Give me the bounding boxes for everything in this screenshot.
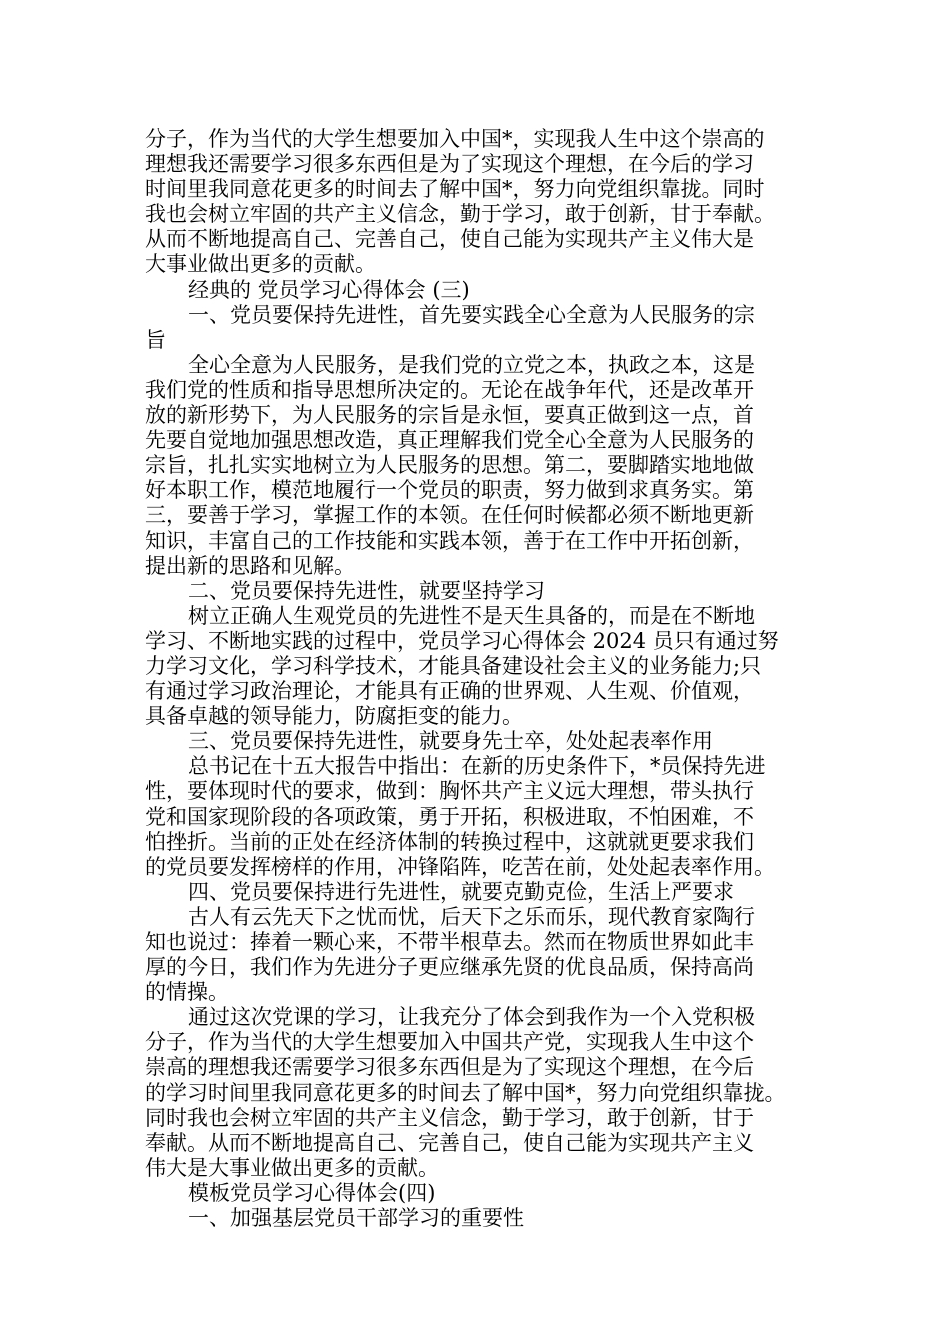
text-line: 知识，丰富自己的工作技能和实践本领，善于在工作中开拓创新， xyxy=(145,528,754,553)
text-line: 伟大是大事业做出更多的贡献。 xyxy=(145,1155,439,1180)
text-line: 古人有云先天下之忧而忧，后天下之乐而乐，现代教育家陶行 xyxy=(188,904,755,929)
text-line: 的学习时间里我同意花更多的时间去了解中国*，努力向党组织靠拢。 xyxy=(145,1080,786,1105)
text-line: 我们党的性质和指导思想所决定的。无论在战争年代，还是改革开 xyxy=(145,377,754,402)
text-line: 理想我还需要学习很多东西但是为了实现这个理想，在今后的学习 xyxy=(145,152,754,177)
text-line: 党和国家现阶段的各项政策，勇于开拓，积极进取，不怕困难，不 xyxy=(145,804,754,829)
text-line: 力学习文化，学习科学技术，才能具备建设社会主义的业务能力;只 xyxy=(145,653,762,678)
text-line: 从而不断地提高自己、完善自己，使自己能为实现共产主义伟大是 xyxy=(145,227,754,252)
text-line: 一、党员要保持先进性，首先要实践全心全意为人民服务的宗 xyxy=(188,302,755,327)
text-line: 大事业做出更多的贡献。 xyxy=(145,252,376,277)
text-line: 全心全意为人民服务，是我们党的立党之本，执政之本，这是 xyxy=(188,352,755,377)
text-line: 怕挫折。当前的正处在经济体制的转换过程中，这就就更要求我们 xyxy=(145,829,754,854)
text-line: 宗旨，扎扎实实地树立为人民服务的思想。第二，要脚踏实地地做 xyxy=(145,453,754,478)
text-line: 学习、不断地实践的过程中，党员学习心得体会 2024 员只有通过努 xyxy=(145,628,779,653)
text-line: 提出新的思路和见解。 xyxy=(145,553,355,578)
text-line: 的党员要发挥榜样的作用，冲锋陷阵，吃苦在前，处处起表率作用。 xyxy=(145,854,775,879)
text-line: 时间里我同意花更多的时间去了解中国*，努力向党组织靠拢。同时 xyxy=(145,177,765,202)
text-line: 同时我也会树立牢固的共产主义信念，勤于学习，敢于创新，甘于 xyxy=(145,1105,754,1130)
text-line: 三、党员要保持先进性，就要身先士卒，处处起表率作用 xyxy=(188,729,713,754)
text-line: 放的新形势下，为人民服务的宗旨是永恒，要真正做到这一点，首 xyxy=(145,403,754,428)
text-line: 总书记在十五大报告中指出：在新的历史条件下，*员保持先进 xyxy=(188,754,766,779)
text-line: 通过这次党课的学习，让我充分了体会到我作为一个入党积极 xyxy=(188,1005,755,1030)
text-line: 树立正确人生观党员的先进性不是天生具备的，而是在不断地 xyxy=(188,603,755,628)
text-line: 好本职工作，模范地履行一个党员的职责，努力做到求真务实。第 xyxy=(145,478,754,503)
text-line: 厚的今日，我们作为先进分子更应继承先贤的优良品质，保持高尚 xyxy=(145,955,754,980)
text-line: 分子，作为当代的大学生想要加入中国共产党，实现我人生中这个 xyxy=(145,1030,754,1055)
text-line: 崇高的理想我还需要学习很多东西但是为了实现这个理想，在今后 xyxy=(145,1055,754,1080)
text-line: 一、加强基层党员干部学习的重要性 xyxy=(188,1206,524,1231)
text-line: 有通过学习政治理论，才能具有正确的世界观、人生观、价值观， xyxy=(145,679,754,704)
text-line: 性，要体现时代的要求，做到：胸怀共产主义远大理想，带头执行 xyxy=(145,779,754,804)
text-line: 旨 xyxy=(145,327,166,352)
text-line: 奉献。从而不断地提高自己、完善自己，使自己能为实现共产主义 xyxy=(145,1130,754,1155)
text-line: 具备卓越的领导能力，防腐拒变的能力。 xyxy=(145,704,523,729)
document-body-text xyxy=(145,127,825,1231)
text-line: 先要自觉地加强思想改造，真正理解我们党全心全意为人民服务的 xyxy=(145,428,754,453)
text-line: 二、党员要保持先进性，就要坚持学习 xyxy=(188,578,545,603)
text-line: 四、党员要保持进行先进性，就要克勤克俭，生活上严要求 xyxy=(188,879,734,904)
text-line: 我也会树立牢固的共产主义信念，勤于学习，敢于创新，甘于奉献。 xyxy=(145,202,775,227)
text-line: 知也说过：捧着一颗心来，不带半根草去。然而在物质世界如此丰 xyxy=(145,930,754,954)
text-line: 三，要善于学习，掌握工作的本领。在任何时候都必须不断地更新 xyxy=(145,503,754,528)
text-line: 分子，作为当代的大学生想要加入中国*，实现我人生中这个崇高的 xyxy=(145,127,765,151)
text-line: 模板党员学习心得体会(四) xyxy=(188,1180,436,1205)
text-line: 的情操。 xyxy=(145,980,229,1005)
text-line: 经典的 党员学习心得体会 (三) xyxy=(188,277,470,302)
